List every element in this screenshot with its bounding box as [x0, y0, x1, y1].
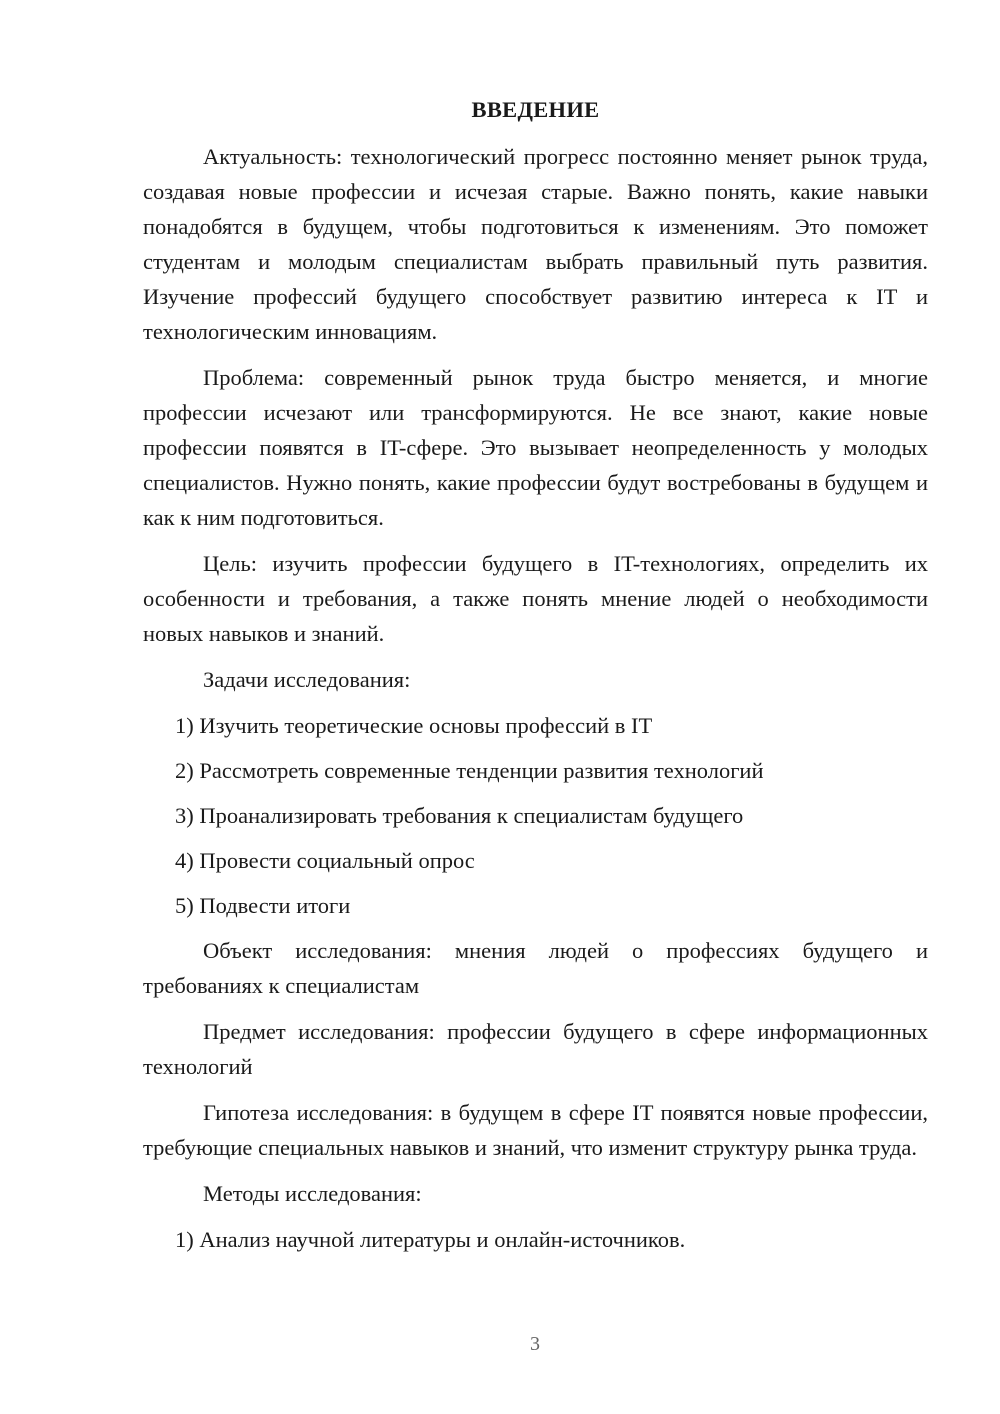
list-item: 4) Провести социальный опрос	[175, 848, 475, 873]
hypothesis-paragraph: Гипотеза исследования: в будущем в сфере IT появятся новые профессии, требующие специальных навыков и знаний, что изменит структуру рынка труда.	[143, 1100, 928, 1160]
page-number: 3	[530, 1333, 540, 1355]
methods-title: Методы исследования:	[203, 1181, 422, 1206]
tasks-list	[143, 708, 928, 923]
methods-list	[143, 1222, 928, 1257]
list-item: 2) Рассмотреть современные тенденции развития технологий	[175, 758, 764, 783]
tasks-title: Задачи исследования:	[203, 667, 411, 692]
list-item: 3) Проанализировать требования к специалистам будущего	[175, 803, 744, 828]
subject-paragraph: Предмет исследования: профессии будущего в сфере информационных технологий	[143, 1019, 928, 1079]
goal-paragraph: Цель: изучить профессии будущего в IT-технологиях, определить их особенности и требования, а также понять мнение людей о необходимости новых навыков и знаний.	[143, 551, 928, 646]
page-content	[143, 92, 928, 1267]
list-item: 1) Анализ научной литературы и онлайн-источников.	[175, 1227, 686, 1252]
list-item: 5) Подвести итоги	[175, 893, 351, 918]
list-item: 1) Изучить теоретические основы профессий в IT	[175, 713, 653, 738]
object-paragraph: Объект исследования: мнения людей о профессиях будущего и требованиях к специалистам	[143, 938, 928, 998]
problem-paragraph: Проблема: современный рынок труда быстро меняется, и многие профессии исчезают или трансформируются. Не все знают, какие новые профессии появятся в IT-сфере. Это вызывает неопределенность у молодых специалистов. Нужно понять, какие профессии будут востребованы в будущем и как к ним подготовиться.	[143, 365, 928, 530]
section-heading: ВВЕДЕНИЕ	[471, 97, 600, 122]
relevance-paragraph: Актуальность: технологический прогресс постоянно меняет рынок труда, создавая новые профессии и исчезая старые. Важно понять, какие навыки понадобятся в будущем, чтобы подготовиться к изменениям. Это поможет студентам и молодым специалистам выбрать правильный путь развития. Изучение профессий будущего способствует развитию интереса к IT и технологическим инновациям.	[143, 144, 928, 344]
